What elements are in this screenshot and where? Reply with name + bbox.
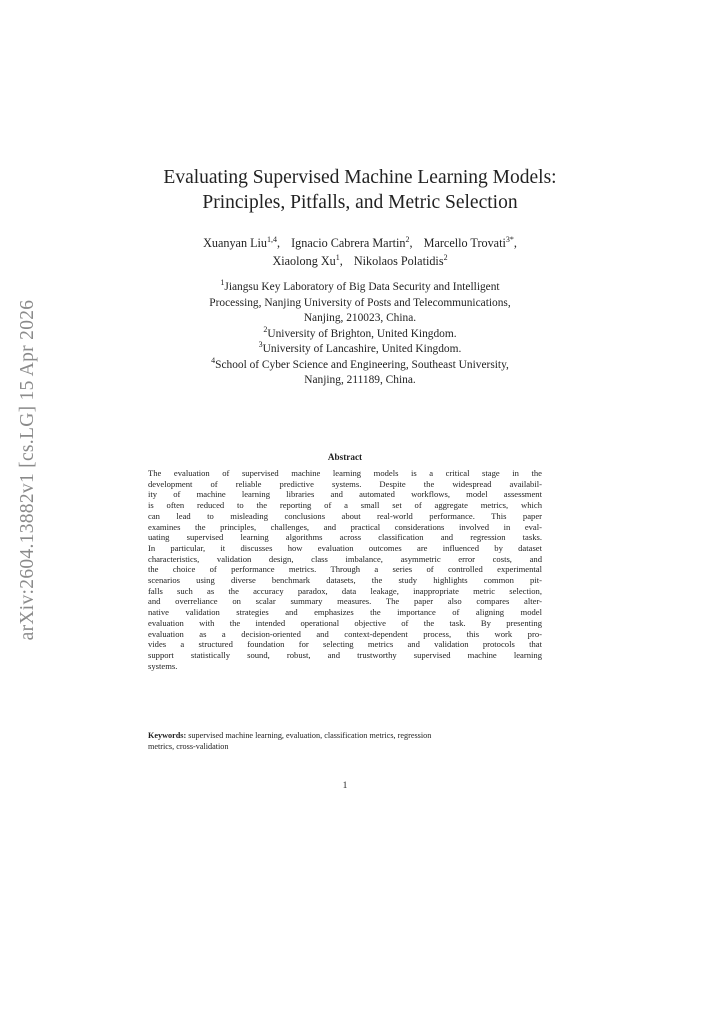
abstract-line: native validation strategies and emphasizes the importance of aligning model	[148, 607, 542, 618]
abstract-line: support statistically sound, robust, and trustworthy supervised machine learning	[148, 649, 542, 660]
abstract-line: In particular, it discusses how evaluation outcomes are influenced by dataset	[148, 542, 542, 553]
arxiv-stamp-text: arXiv:2604.13882v1 [cs.LG] 15 Apr 2026	[17, 299, 38, 641]
author-line-2	[120, 252, 600, 270]
abstract-line: evaluation with the intended operational objective of the task. By presenting	[148, 617, 542, 628]
keywords-label: Keywords:	[148, 731, 187, 740]
paper-title	[120, 165, 600, 215]
affiliation-1-cont: Processing, Nanjing University of Posts and Telecommunications,	[209, 296, 511, 309]
affiliation-1-cont: Nanjing, 210023, China.	[303, 312, 417, 324]
author: Xuanyan Liu$^{1,4}$,	[203, 234, 281, 250]
abstract-line: ity of machine learning libraries and automated workflows, model assessment	[148, 489, 542, 500]
affiliation-1: $^1$Jiangsu Key Laboratory of Big Data Security and Intelligent	[220, 278, 500, 293]
abstract-line: examines the principles, challenges, and practical considerations involved in eval-	[148, 521, 542, 532]
author: Ignacio Cabrera Martin$^2$,	[291, 234, 413, 250]
page-number: 1	[342, 781, 348, 791]
abstract-line: uating supervised learning algorithms across classification and regression tasks.	[148, 532, 542, 543]
abstract-line: the choice of performance metrics. Through a series of controlled experimental	[148, 564, 542, 575]
author-list	[120, 234, 600, 270]
affiliation-2: $^2$University of Brighton, United Kingdom.	[263, 324, 457, 340]
abstract-line: development of reliable predictive systems. Despite the widespread availabil-	[148, 478, 542, 489]
abstract-line: characteristics, validation design, class imbalance, asymmetric error costs, and	[148, 553, 542, 564]
abstract-heading: Abstract	[327, 452, 363, 462]
affiliations	[120, 280, 600, 389]
abstract-line: can lead to misleading conclusions about real-world performance. This paper	[148, 510, 542, 521]
abstract-body	[148, 468, 542, 671]
arxiv-stamp	[8, 295, 48, 645]
abstract-line: vides a structured foundation for selecting metrics and validation protocols that	[148, 639, 542, 650]
abstract-line: systems.	[148, 660, 178, 671]
title-line-1: Evaluating Supervised Machine Learning Models:	[163, 167, 557, 188]
affiliation-4: $^4$School of Cyber Science and Engineering, Southeast University,	[211, 355, 509, 371]
abstract-line: scenarios using diverse benchmark datasets, the study highlights common pit-	[148, 575, 542, 586]
abstract-line: is often reduced to the reporting of a small set of aggregate metrics, which	[148, 500, 542, 511]
affiliation-4-cont: Nanjing, 211189, China.	[304, 374, 416, 386]
abstract-line: falls such as the accuracy paradox, data leakage, inappropriate metric selection,	[148, 585, 542, 596]
author: Xiaolong Xu$^1$,	[272, 252, 343, 268]
abstract-line: The evaluation of supervised machine learning models is a critical stage in the	[148, 468, 542, 478]
keywords-line-2: metrics, cross-validation	[148, 741, 229, 751]
abstract-line: evaluation as a decision-oriented and context-dependent process, this work pro-	[148, 628, 542, 639]
keywords-line-1: Keywords: supervised machine learning, evaluation, classification metrics, regression	[148, 731, 432, 740]
author: Marcello Trovati$^{3*}$,	[423, 234, 517, 250]
affiliation-3: $^3$University of Lancashire, United Kingdom.	[258, 340, 462, 355]
abstract-line: and overreliance on scalar summary measures. The paper also compares alter-	[148, 596, 542, 607]
keywords	[148, 731, 542, 752]
author: Nikolaos Polatidis$^2$	[353, 252, 448, 268]
author-line-1	[120, 234, 600, 252]
title-line-2: Principles, Pitfalls, and Metric Selection	[202, 192, 518, 213]
